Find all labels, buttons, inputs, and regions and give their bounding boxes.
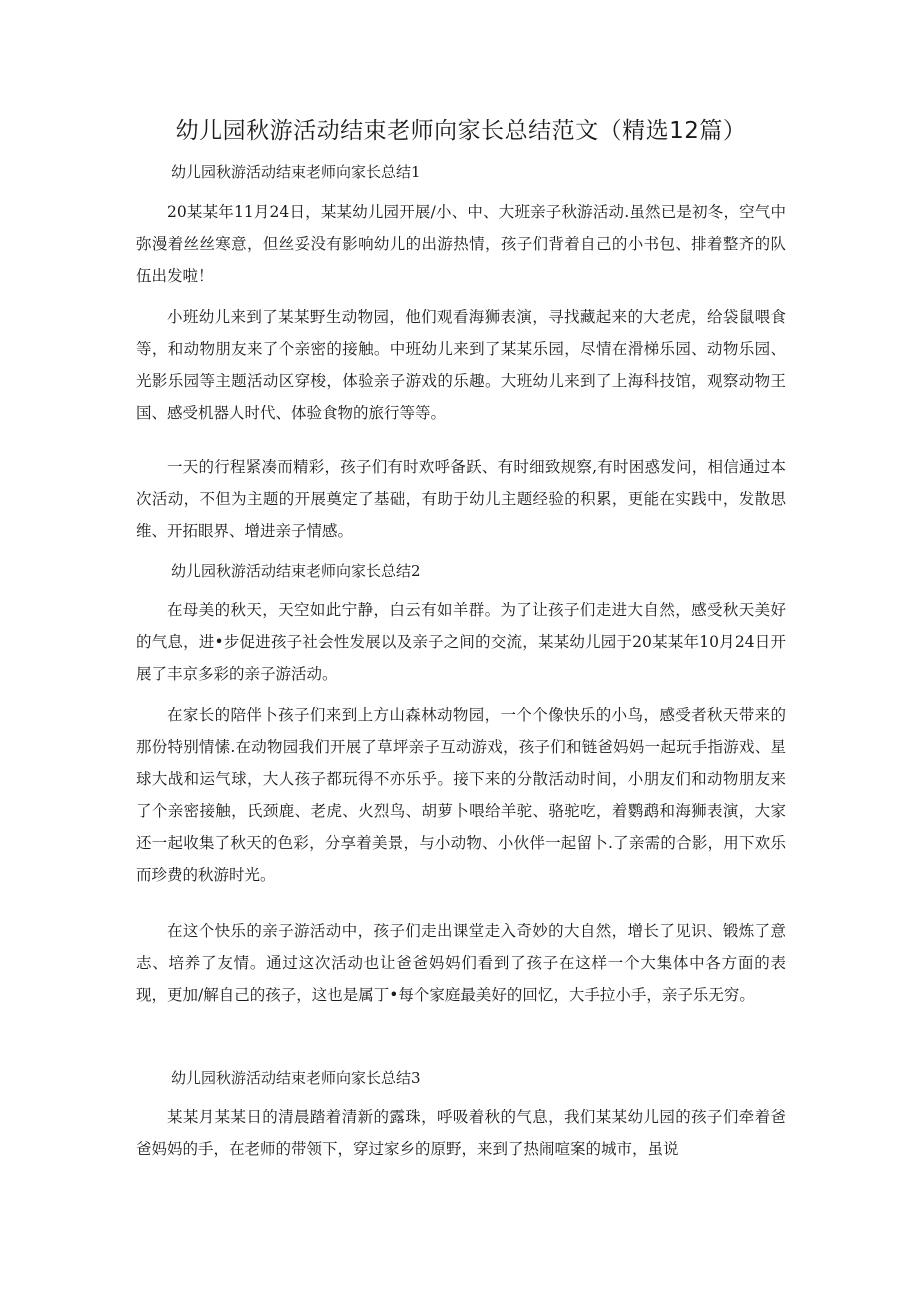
paragraph: 在家长的陪伴卜孩子们来到上方山森林动物园，一个个像快乐的小鸟，感受者秋天带来的那份特别情愫.在动物园我们开展了草坪亲子互动游戏，孩子们和链爸妈妈一起玩手指游戏、星球大战和运气球，大人孩子都玩得不亦乐乎。接下来的分散活动时间，小朋友们和动物朋友来了个亲密接触，氏颈鹿、老虎、火烈鸟、胡萝卜喂给羊驼、骆驼吃，着鹦鹉和海狮表演，大家还一起收集了秋天的色彩，分享着美景，与小动物、小伙伴一起留卜.了亲需的合影，用下欢乐而珍费的秋游时光。 xyxy=(136,706,786,884)
paragraph: 在母美的秋天，天空如此宁静，白云有如羊群。为了让孩子们走进大自然，感受秋天美好的气息，进•步促进孩子社会性发展以及亲子之间的交流，某某幼儿园于20某某年10月24日开展了丰京多彩的亲子游活动。 xyxy=(136,601,786,683)
paragraph: 某某月某某日的清晨踏着清新的露珠，呼吸着秋的气息，我们某某幼儿园的孩子们牵着爸爸妈妈的手，在老师的带领下，穿过家乡的原野，来到了热闹喧案的城市，虽说 xyxy=(136,1108,786,1158)
section-heading-1: 幼儿园秋游活动结束老师向家长总结1 xyxy=(171,163,421,181)
document-title: 幼儿园秋游活动结束老师向家长总结范文（精选12篇） xyxy=(175,118,747,144)
section-heading-3: 幼儿园秋游活动结束老师向家长总结3 xyxy=(171,1069,421,1087)
section-heading-2: 幼儿园秋游活动结束老师向家长总结2 xyxy=(171,562,421,580)
paragraph: 20某某年11月24日，某某幼儿园开展/小、中、大班亲子秋游活动.虽然已是初冬，空气中弥漫着丝丝寒意，但丝妥没有影响幼儿的出游热情，孩子们背着自己的小书包、排着整齐的队伍出发啦！ xyxy=(136,203,786,285)
paragraph: 小班幼儿来到了某某野生动物园，他们观看海狮表演，寻找藏起来的大老虎，给袋鼠喂食等，和动物朋友来了个亲密的接触。中班幼儿来到了某某乐园，尽情在滑梯乐园、动物乐园、光影乐园等主题活动区穿梭，体验亲子游戏的乐趣。大班幼儿来到了上海科技馆，观察动物王国、感受机器人时代、体验食物的旅行等等。 xyxy=(136,308,786,422)
paragraph: 在这个快乐的亲子游活动中，孩子们走出课堂走入奇妙的大自然，增长了见识、锻炼了意志、培养了友情。通过这次活动也让爸爸妈妈们看到了孩子在这样一个大集体中各方面的表现，更加/解自己的孩子，这也是属丁•每个家庭最美好的回忆，大手拉小手，亲子乐无穷。 xyxy=(136,922,786,1004)
paragraph: 一天的行程紧凑而精彩，孩子们有时欢呼备跃、有时细致规察,有时困惑发问，相信通过本次活动，不但为主题的开展奠定了基础，有助于幼儿主题经验的积累，更能在实践中，发散思维、开拓眼界、增进亲子情感。 xyxy=(136,458,786,540)
